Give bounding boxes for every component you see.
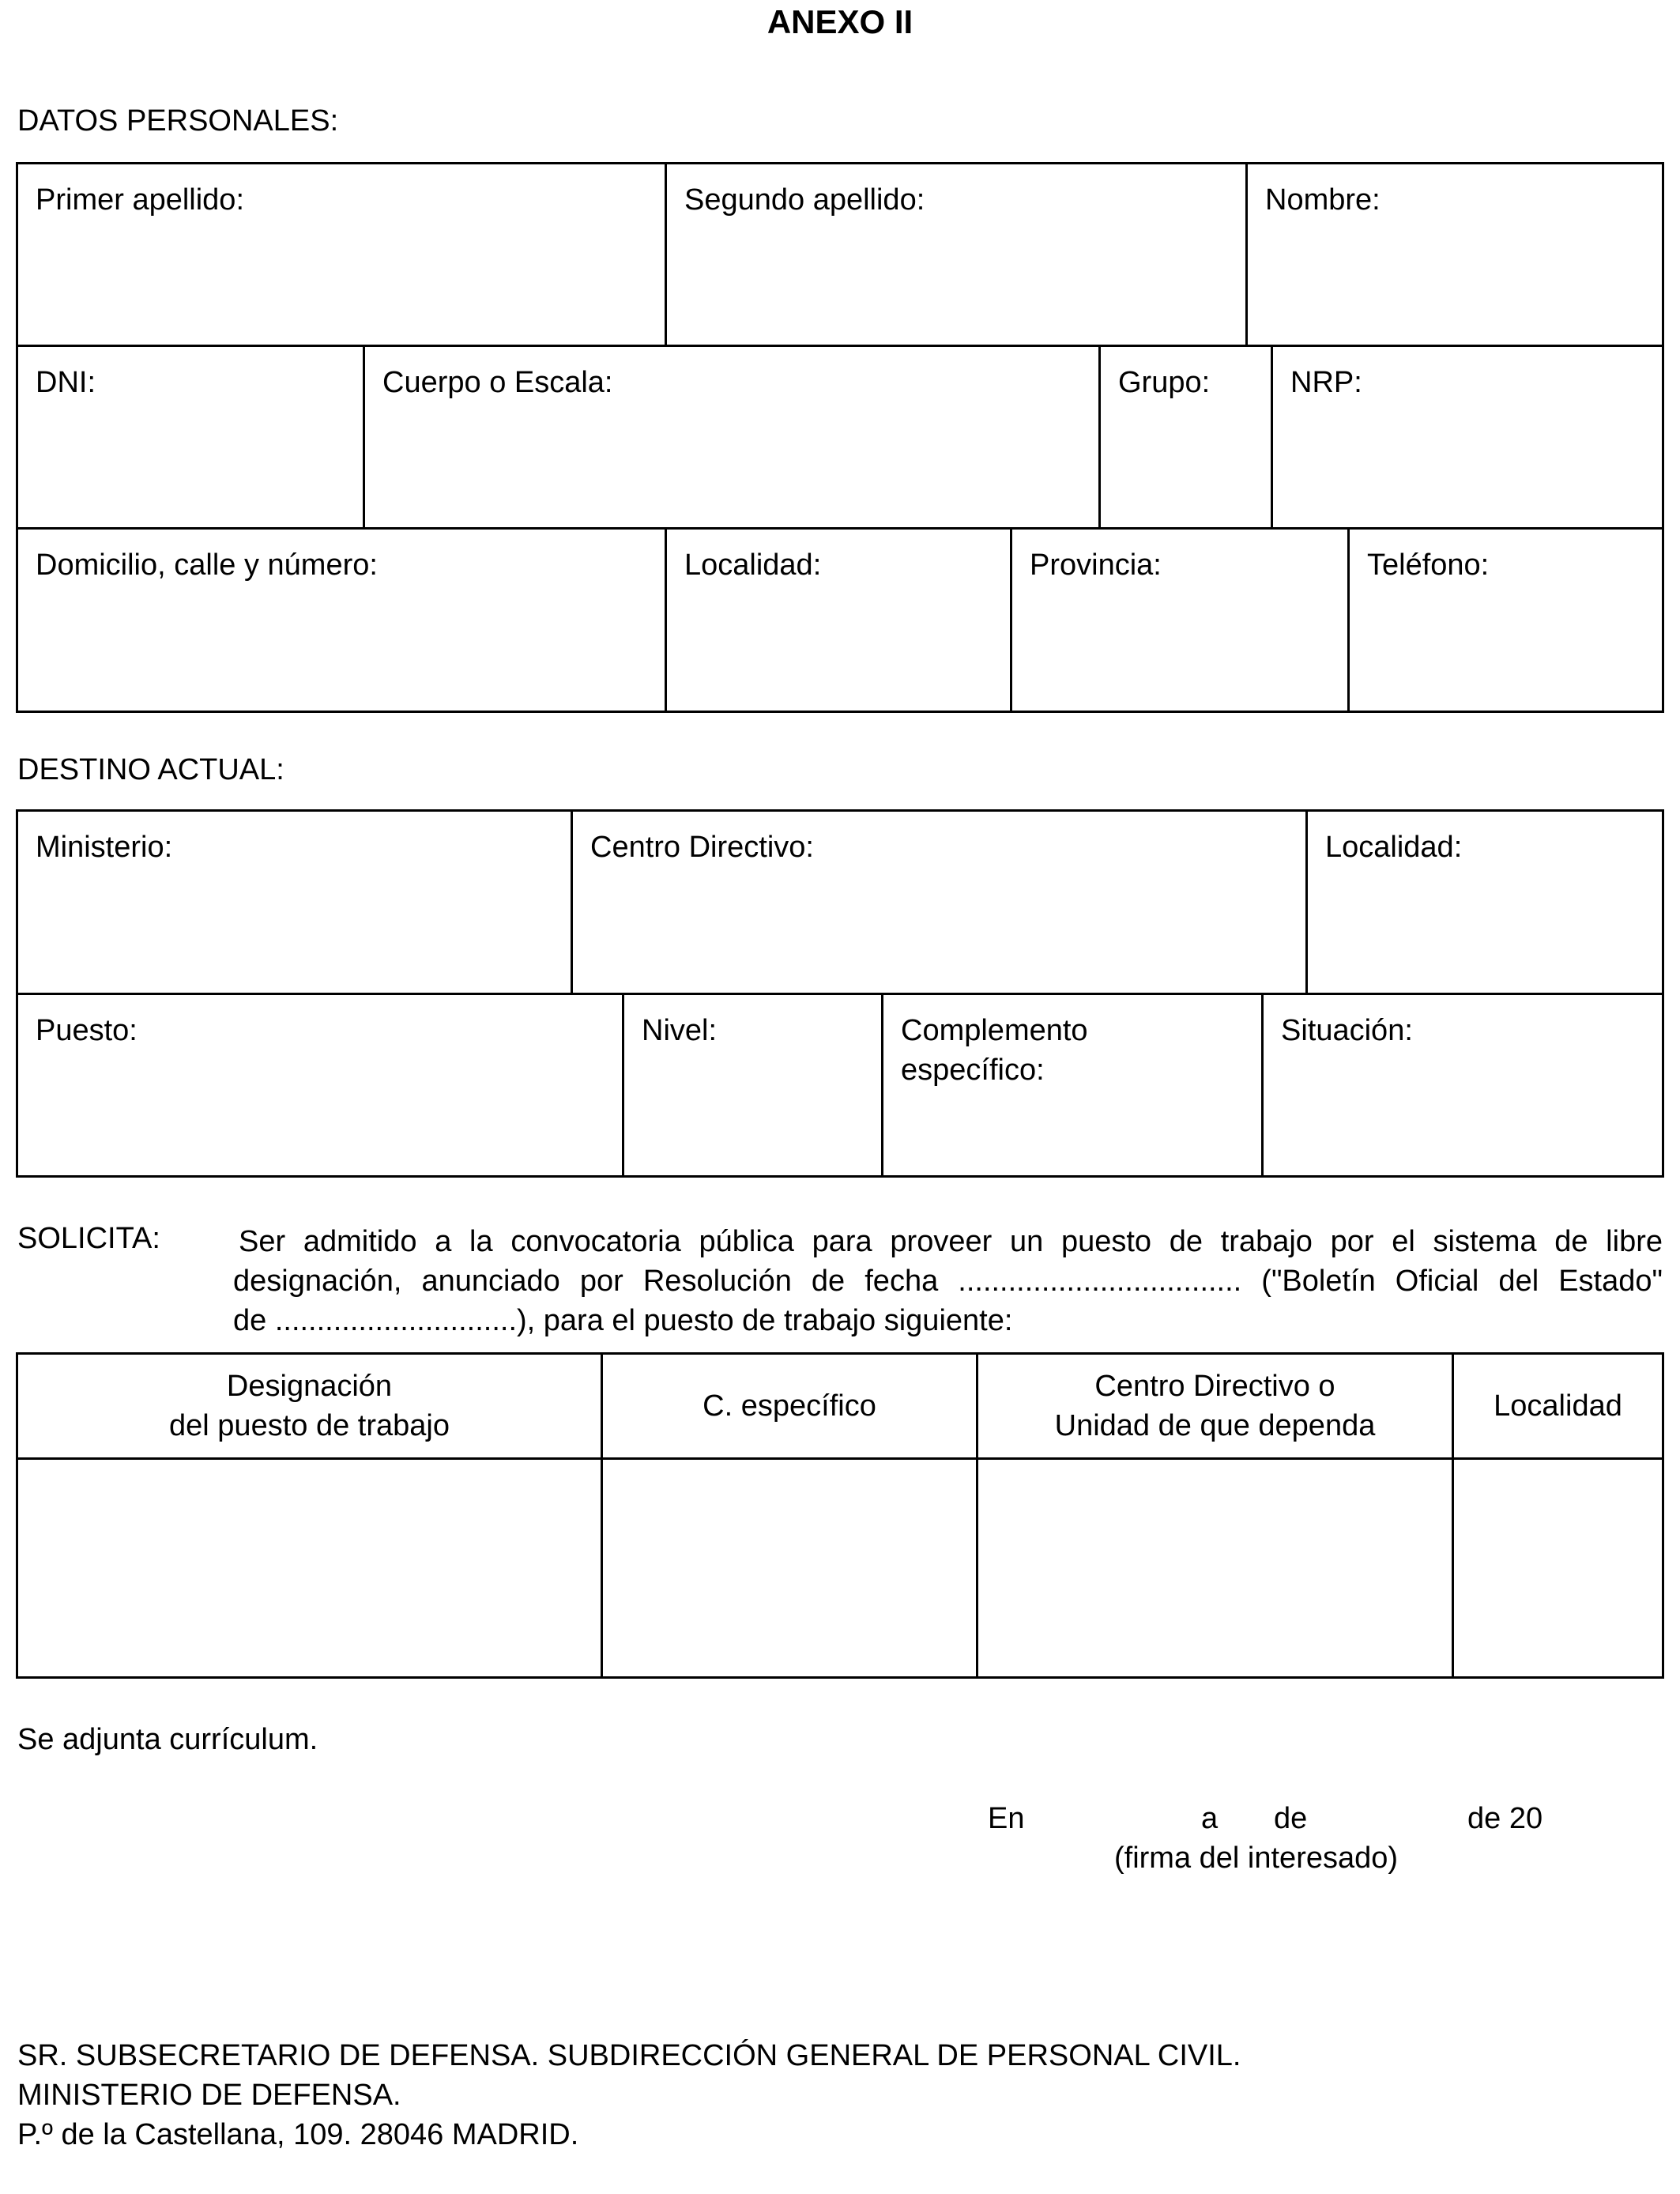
firma-en: En bbox=[988, 1802, 1025, 1835]
cuerpo-escala-label: Cuerpo o Escala: bbox=[382, 366, 613, 399]
puesto-field[interactable] bbox=[16, 993, 624, 1178]
nrp-label: NRP: bbox=[1290, 366, 1362, 399]
domicilio-field[interactable] bbox=[16, 527, 667, 713]
solicita-line-3: de .............................), para el puesto de trabajo siguiente: bbox=[233, 1304, 1013, 1337]
solicita-label: SOLICITA: bbox=[17, 1222, 160, 1255]
solicita-line-2: designación, anunciado por Resolución de fecha .................................. ("Boletín Oficial del Estado" bbox=[233, 1265, 1663, 1298]
domicilio-label: Domicilio, calle y número: bbox=[36, 548, 378, 582]
localidad-input-cell[interactable] bbox=[1452, 1457, 1664, 1679]
designacion-input-cell[interactable] bbox=[16, 1457, 603, 1679]
destinatario-line-2: MINISTERIO DE DEFENSA. bbox=[17, 2079, 401, 2112]
centro-input-cell[interactable] bbox=[976, 1457, 1454, 1679]
firma-a: a bbox=[1201, 1802, 1219, 1835]
firma-interesado: (firma del interesado) bbox=[1114, 1842, 1399, 1875]
nrp-field[interactable] bbox=[1271, 345, 1664, 530]
telefono-label: Teléfono: bbox=[1367, 548, 1490, 582]
header-localidad: Localidad bbox=[1452, 1352, 1664, 1460]
telefono-field[interactable] bbox=[1347, 527, 1664, 713]
destino-actual-heading: DESTINO ACTUAL: bbox=[17, 753, 284, 786]
header-c-especifico: C. específico bbox=[601, 1352, 978, 1460]
grupo-label: Grupo: bbox=[1118, 366, 1211, 399]
centro-directivo-label: Centro Directivo: bbox=[590, 831, 814, 864]
nombre-field[interactable] bbox=[1245, 162, 1664, 347]
destinatario-line-3: P.º de la Castellana, 109. 28046 MADRID. bbox=[17, 2118, 579, 2151]
destino-localidad-label: Localidad: bbox=[1325, 831, 1463, 864]
adjunta-curriculum-text: Se adjunta currículum. bbox=[17, 1723, 318, 1756]
ministerio-label: Ministerio: bbox=[36, 831, 173, 864]
complemento-field[interactable] bbox=[881, 993, 1264, 1178]
complemento-label: Complemento específico: bbox=[901, 1014, 1088, 1087]
primer-apellido-field[interactable] bbox=[16, 162, 667, 347]
segundo-apellido-label: Segundo apellido: bbox=[684, 183, 925, 217]
cuerpo-escala-field[interactable] bbox=[363, 345, 1101, 530]
datos-personales-heading: DATOS PERSONALES: bbox=[17, 104, 339, 138]
dni-field[interactable] bbox=[16, 345, 365, 530]
solicita-line-1: Ser admitido a la convocatoria pública para proveer un puesto de trabajo por el sistema de libre bbox=[239, 1225, 1663, 1258]
primer-apellido-label: Primer apellido: bbox=[36, 183, 244, 217]
header-designacion: Designación del puesto de trabajo bbox=[16, 1352, 603, 1460]
segundo-apellido-field[interactable] bbox=[665, 162, 1248, 347]
nivel-label: Nivel: bbox=[642, 1014, 718, 1047]
provincia-label: Provincia: bbox=[1030, 548, 1162, 582]
nombre-label: Nombre: bbox=[1265, 183, 1381, 217]
destino-localidad-field[interactable] bbox=[1305, 809, 1664, 995]
puesto-label: Puesto: bbox=[36, 1014, 137, 1047]
provincia-field[interactable] bbox=[1010, 527, 1350, 713]
centro-directivo-field[interactable] bbox=[571, 809, 1308, 995]
firma-de-20: de 20 bbox=[1467, 1802, 1543, 1835]
destinatario-line-1: SR. SUBSECRETARIO DE DEFENSA. SUBDIRECCIÓN GENERAL DE PERSONAL CIVIL. bbox=[17, 2039, 1241, 2072]
ministerio-field[interactable] bbox=[16, 809, 573, 995]
page-title: ANEXO II bbox=[767, 3, 913, 40]
dni-label: DNI: bbox=[36, 366, 96, 399]
c-especifico-input-cell[interactable] bbox=[601, 1457, 978, 1679]
grupo-field[interactable] bbox=[1098, 345, 1273, 530]
localidad-label: Localidad: bbox=[684, 548, 822, 582]
localidad-field[interactable] bbox=[665, 527, 1012, 713]
situacion-label: Situación: bbox=[1281, 1014, 1413, 1047]
firma-de: de bbox=[1274, 1802, 1308, 1835]
situacion-field[interactable] bbox=[1261, 993, 1664, 1178]
nivel-field[interactable] bbox=[622, 993, 883, 1178]
header-centro: Centro Directivo o Unidad de que dependa bbox=[976, 1352, 1454, 1460]
